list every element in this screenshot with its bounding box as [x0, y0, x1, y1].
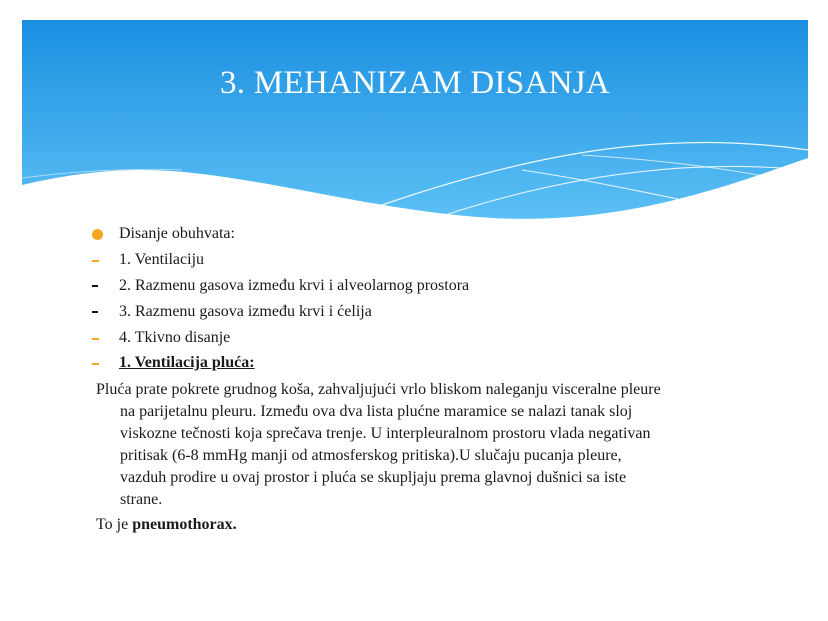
dash-icon	[88, 250, 116, 270]
paragraph-line: viskozne tečnosti koja sprečava trenje. U interpleuralnom prostoru vlada negativan	[120, 425, 651, 442]
list-item-text: 2. Razmenu gasova između krvi i alveolarnog prostora	[119, 277, 470, 294]
conclusion-prefix: To je	[96, 516, 133, 533]
list-item-text: 3. Razmenu gasova između krvi i ćelija	[119, 303, 372, 320]
paragraph-line: pritisak (6-8 mmHg manji od atmosferskog pritiska).U slučaju pucanja pleure,	[120, 447, 622, 464]
paragraph-line: Pluća prate pokrete grudnog koša, zahvaljujući vrlo bliskom naleganju visceralne pleure	[96, 381, 661, 398]
paragraph-line: vazduh prodire u ovaj prostor i pluća se skupljaju prema glavnoj dušnici sa iste	[120, 469, 627, 486]
body-paragraph	[96, 379, 756, 511]
paragraph-line: na parijetalnu pleuru. Između ova dva lista plućne maramice se nalazi tanak sloj	[120, 403, 633, 420]
slide-title: 3. MEHANIZAM DISANJA	[219, 65, 611, 101]
dash-icon	[88, 353, 116, 373]
dash-icon	[88, 328, 116, 348]
section-subheading: 1. Ventilacija pluća:	[119, 354, 255, 371]
list-item-text: Disanje obuhvata:	[119, 225, 235, 242]
paragraph-line: strane.	[120, 491, 163, 508]
conclusion-term: pneumothorax.	[132, 516, 237, 533]
list-item-text: 4. Tkivno disanje	[119, 329, 231, 346]
list-item-text: 1. Ventilaciju	[119, 251, 205, 268]
dash-icon	[88, 302, 116, 322]
conclusion-line	[96, 515, 237, 535]
slide-header	[22, 20, 808, 228]
bullet-dot-icon	[88, 224, 116, 244]
header-wave-background	[22, 20, 808, 228]
dash-icon	[88, 276, 116, 296]
